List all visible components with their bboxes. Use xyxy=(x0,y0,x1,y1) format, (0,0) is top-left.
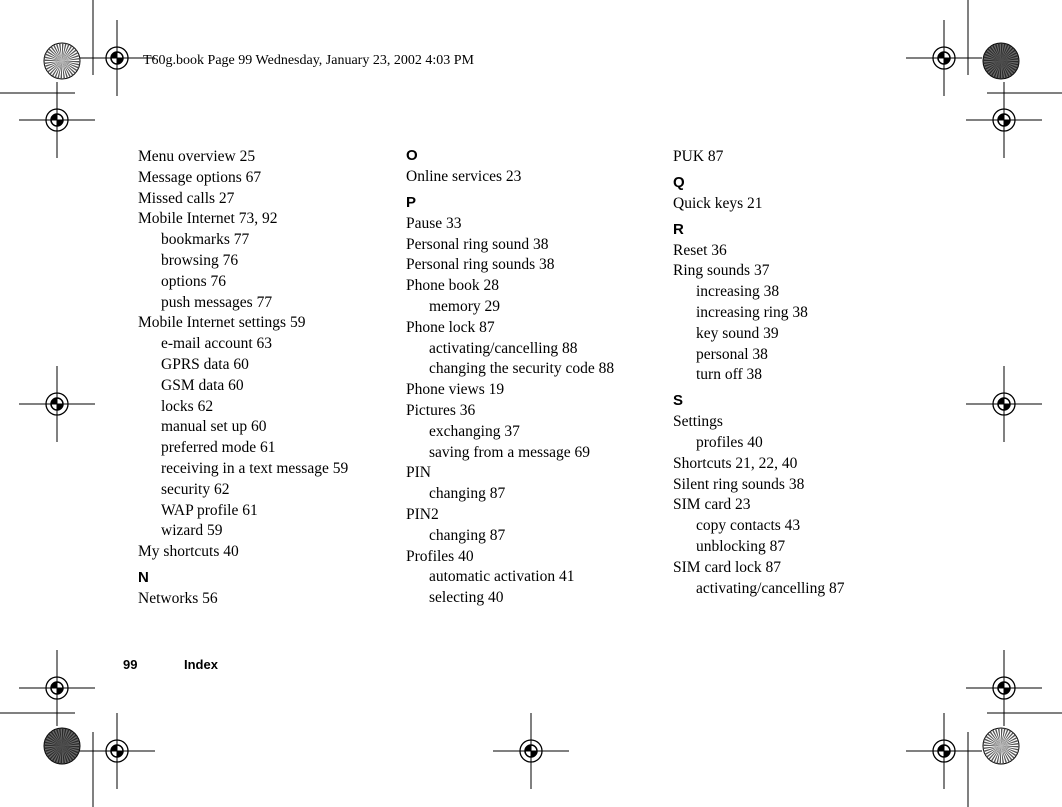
index-subentry: key sound 39 xyxy=(696,324,779,342)
index-subentry: turn off 38 xyxy=(696,366,763,384)
index-subentry: selecting 40 xyxy=(429,589,504,607)
index-entry: Settings xyxy=(673,413,723,431)
index-subentry: security 62 xyxy=(161,480,230,498)
color-wheel-mark xyxy=(983,728,1019,764)
index-entry: Phone book 28 xyxy=(406,277,499,295)
index-entry: Personal ring sounds 38 xyxy=(406,256,555,274)
registration-target xyxy=(19,650,95,726)
registration-target xyxy=(906,713,982,789)
index-entry: Silent ring sounds 38 xyxy=(673,475,805,493)
index-letter-heading: N xyxy=(138,568,149,586)
color-wheel-mark xyxy=(44,728,80,764)
index-subentry: increasing ring 38 xyxy=(696,303,808,321)
index-entry: Ring sounds 37 xyxy=(673,262,770,280)
index-entry: My shortcuts 40 xyxy=(138,543,239,561)
index-subentry: automatic activation 41 xyxy=(429,568,575,586)
index-column-2 xyxy=(406,147,614,609)
index-entry: Profiles 40 xyxy=(406,547,474,565)
index-subentry: bookmarks 77 xyxy=(161,231,250,249)
index-subentry: options 76 xyxy=(161,272,227,290)
index-subentry: browsing 76 xyxy=(161,251,239,269)
index-entry: Shortcuts 21, 22, 40 xyxy=(673,454,798,472)
registration-target xyxy=(966,366,1042,442)
index-subentry: GPRS data 60 xyxy=(161,355,249,373)
index-entry: SIM card lock 87 xyxy=(673,558,782,576)
index-subentry: preferred mode 61 xyxy=(161,439,276,457)
index-entry: Missed calls 27 xyxy=(138,189,235,207)
index-entry: Phone lock 87 xyxy=(406,318,495,336)
index-subentry: manual set up 60 xyxy=(161,418,267,436)
print-header: T60g.book Page 99 Wednesday, January 23, 2002 4:03 PM xyxy=(143,53,474,68)
registration-target xyxy=(906,20,982,96)
index-entry: Menu overview 25 xyxy=(138,148,256,165)
index-entry: Quick keys 21 xyxy=(673,194,763,212)
registration-target xyxy=(79,713,155,789)
color-wheel-mark xyxy=(983,43,1019,79)
index-entry: Mobile Internet 73, 92 xyxy=(138,210,278,228)
index-subentry: activating/cancelling 87 xyxy=(696,579,845,597)
index-subentry: changing 87 xyxy=(429,485,506,503)
index-subentry: increasing 38 xyxy=(696,283,780,301)
index-letter-heading: O xyxy=(406,147,418,164)
index-subentry: push messages 77 xyxy=(161,293,273,311)
section-title: Index xyxy=(184,657,218,672)
index-entry: PIN xyxy=(406,464,431,482)
index-subentry: changing 87 xyxy=(429,526,506,544)
index-subentry: profiles 40 xyxy=(696,433,763,451)
index-entry: Message options 67 xyxy=(138,168,262,186)
registration-target xyxy=(966,650,1042,726)
index-entry: Networks 56 xyxy=(138,589,218,607)
color-wheel-mark xyxy=(44,43,80,79)
index-subentry: memory 29 xyxy=(429,297,501,315)
index-column-3 xyxy=(673,147,844,599)
index-entry: Mobile Internet settings 59 xyxy=(138,314,306,332)
index-subentry: saving from a message 69 xyxy=(429,443,590,461)
index-subentry: personal 38 xyxy=(696,345,768,363)
page-number: 99 xyxy=(123,657,138,672)
index-subentry: copy contacts 43 xyxy=(696,517,801,535)
index-subentry: unblocking 87 xyxy=(696,537,786,555)
index-entry: PIN2 xyxy=(406,505,439,523)
index-subentry: WAP profile 61 xyxy=(161,501,258,519)
index-entry: Pictures 36 xyxy=(406,401,476,419)
registration-target xyxy=(493,713,569,789)
index-entry: Online services 23 xyxy=(406,168,522,185)
index-subentry: receiving in a text message 59 xyxy=(161,459,349,477)
index-column-1 xyxy=(138,147,348,610)
index-subentry: wizard 59 xyxy=(161,522,223,540)
index-subentry: GSM data 60 xyxy=(161,376,244,394)
index-subentry: locks 62 xyxy=(161,397,214,415)
index-subentry: changing the security code 88 xyxy=(429,360,615,378)
index-letter-heading: Q xyxy=(673,173,685,191)
index-letter-heading: R xyxy=(673,220,684,238)
index-entry: Personal ring sound 38 xyxy=(406,235,549,253)
index-entry: Reset 36 xyxy=(673,241,727,259)
index-subentry: e-mail account 63 xyxy=(161,335,273,353)
index-entry: Phone views 19 xyxy=(406,381,505,399)
index-letter-heading: P xyxy=(406,193,417,211)
index-entry: SIM card 23 xyxy=(673,496,751,514)
index-subentry: exchanging 37 xyxy=(429,422,520,440)
registration-target xyxy=(19,366,95,442)
index-entry: PUK 87 xyxy=(673,148,724,165)
index-subentry: activating/cancelling 88 xyxy=(429,339,578,357)
index-entry: Pause 33 xyxy=(406,214,462,232)
index-letter-heading: S xyxy=(673,392,684,410)
